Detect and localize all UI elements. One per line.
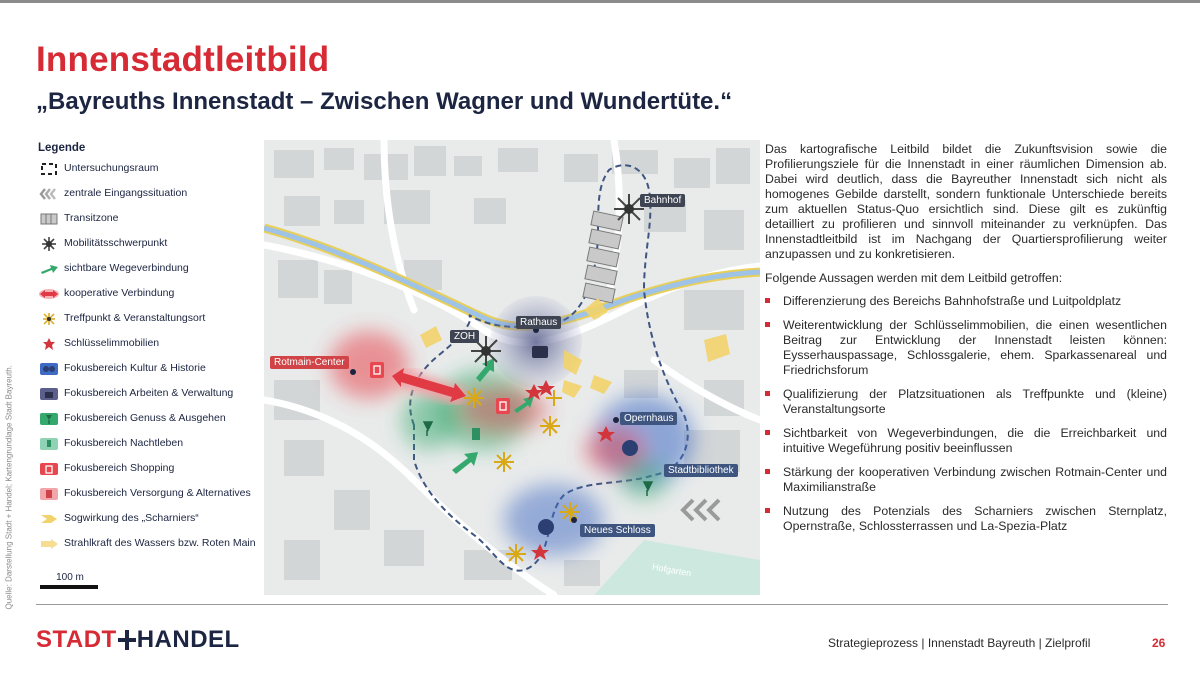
legend-title: Legende: [38, 142, 86, 154]
list-item: [765, 318, 1167, 378]
list-item: [765, 426, 1167, 456]
legend-label: Mobilitätsschwerpunkt: [64, 237, 168, 249]
list-item: [765, 294, 1167, 309]
bullet-text: Qualifizierung der Platzsituationen als Treffpunkte und (kleine) Veranstaltungsorte: [783, 387, 1167, 416]
legend-item: [38, 337, 263, 351]
legend-label: kooperative Verbindung: [64, 287, 175, 299]
dining-icon: [38, 412, 60, 426]
legend-item: [38, 212, 263, 226]
scale-bar-line: [40, 585, 98, 589]
legend-item: [38, 262, 263, 276]
red-double-arrow-icon: [38, 287, 60, 301]
legend-item: [38, 412, 263, 426]
scale-bar: [40, 572, 100, 589]
legend-label: Fokusbereich Shopping: [64, 462, 175, 474]
legend-label: sichtbare Wegeverbindung: [64, 262, 189, 274]
legend-item: [38, 362, 263, 376]
logo-text-right: HANDEL: [136, 626, 240, 653]
legend-item: [38, 537, 263, 551]
bullet-icon: [765, 469, 770, 474]
logo-cross-icon: [118, 630, 136, 650]
page-number: 26: [1152, 636, 1166, 650]
briefcase-icon: [38, 387, 60, 401]
briefcase-marker: [532, 346, 548, 358]
legend-label: Transitzone: [64, 212, 119, 224]
yellow-chevron-icon: [38, 512, 60, 526]
legend-item: [38, 387, 263, 401]
bullet-text: Sichtbarkeit von Wegeverbindungen, die die Erreichbarkeit und intuitive Wegeführung positiv beeinflussen: [783, 426, 1167, 455]
legend-label: Untersuchungsraum: [64, 162, 159, 174]
legend-item: [38, 187, 263, 201]
legend-item: [38, 512, 263, 526]
bullet-icon: [765, 322, 770, 327]
nightlife-icon: [38, 437, 60, 451]
dashed-boundary-icon: [38, 162, 60, 176]
legend-label: Fokusbereich Nachtleben: [64, 437, 184, 449]
bullet-text: Nutzung des Potenzials des Scharniers zwischen Sternplatz, Opernstraße, Schlossterrassen und La-Spezia-Platz: [783, 504, 1167, 533]
work-area: [490, 296, 582, 388]
list-item: [765, 504, 1167, 534]
legend-item: [38, 287, 263, 301]
legend-label: Fokusbereich Arbeiten & Verwaltung: [64, 387, 234, 399]
bullet-icon: [765, 298, 770, 303]
transit-zone-icon: [38, 212, 60, 226]
logo-text-left: STADT: [36, 626, 117, 653]
list-item: [765, 465, 1167, 495]
map-label-zoh: ZOH: [450, 330, 479, 343]
legend-item: [38, 162, 263, 176]
map-label-stadtbibliothek: Stadtbibliothek: [664, 464, 738, 477]
mobility-hub-icon: [38, 237, 60, 251]
shopping-bag-icon: [38, 462, 60, 476]
description: [765, 142, 1167, 543]
list-item: [765, 387, 1167, 417]
map-label-hofgarten: Hofgarten: [651, 561, 693, 579]
legend-label: Sogwirkung des „Scharniers“: [64, 512, 199, 524]
legend-label: Fokusbereich Versorgung & Alternatives: [64, 487, 251, 499]
green-arrow-icon: [38, 262, 60, 276]
map-label-neues-schloss: Neues Schloss: [580, 524, 655, 537]
chevrons-icon: [38, 187, 60, 201]
firework-icon: [38, 312, 60, 326]
footer-breadcrumb: Strategieprozess | Innenstadt Bayreuth | Zielprofil: [828, 636, 1091, 650]
map-label-rotmain-center: Rotmain-Center: [270, 356, 349, 369]
legend-label: zentrale Eingangssituation: [64, 187, 188, 199]
map-label-rathaus: Rathaus: [516, 316, 561, 329]
legend-item: [38, 312, 263, 326]
key-building-icon: [38, 337, 60, 351]
nightlife-markers: [472, 428, 480, 440]
top-rule: [0, 0, 1200, 3]
legend-label: Fokusbereich Genuss & Ausgehen: [64, 412, 226, 424]
culture-masks-icon: [38, 362, 60, 376]
bullet-icon: [765, 430, 770, 435]
legend-label: Schlüsselimmobilien: [64, 337, 160, 349]
intro-paragraph: Das kartografische Leitbild bildet die Zukunftsvision sowie die Profilierungsziele für die Innenstadt in einer räumlichen Dimension ab. Dabei wird deutlich, dass die Bayreuther Innenstadt sich nicht als homogenes Gebilde darstellt, sondern funktionale Unterschiede bereits zum aktuellen Status-Quo ersichtlich sind. Diese gilt es zukünftig detailliert zu profilieren und sinnvoll miteinander zu verknüpfen. Das Innenstadtleitbild ist im Nachgang der Quartiersprofilierung weiter anzupassen und zu konkretisieren.: [765, 142, 1167, 261]
source-note: Quelle: Darstellung Stadt + Handel; Kartengrundlage Stadt Bayreuth.: [4, 365, 14, 610]
footer-rule: [36, 604, 1168, 605]
map-label-opernhaus: Opernhaus: [620, 412, 677, 425]
bullet-text: Stärkung der kooperativen Verbindung zwischen Rotmain-Center und Maximilianstraße: [783, 465, 1167, 494]
statements-list: [765, 294, 1167, 534]
bullet-text: Differenzierung des Bereichs Bahnhofstraße und Luitpoldplatz: [783, 294, 1122, 308]
legend-item: [38, 237, 263, 251]
stadt-handel-logo: [36, 626, 240, 654]
legend: [38, 142, 263, 562]
legend-item: [38, 487, 263, 501]
map: [264, 140, 760, 595]
supply-icon: [38, 487, 60, 501]
water-radiance-icon: [38, 537, 60, 551]
bullet-icon: [765, 391, 770, 396]
scale-label: 100 m: [56, 572, 84, 583]
legend-label: Treffpunkt & Veranstaltungsort: [64, 312, 206, 324]
page-title: Innenstadtleitbild: [36, 40, 330, 79]
bullet-icon: [765, 508, 770, 513]
page-subtitle: „Bayreuths Innenstadt – Zwischen Wagner und Wundertüte.“: [36, 88, 733, 115]
legend-item: [38, 437, 263, 451]
map-label-bahnhof: Bahnhof: [640, 194, 685, 207]
statements-title: Folgende Aussagen werden mit dem Leitbild getroffen:: [765, 271, 1063, 285]
legend-label: Strahlkraft des Wassers bzw. Roten Main: [64, 537, 256, 549]
legend-label: Fokusbereich Kultur & Historie: [64, 362, 206, 374]
bullet-text: Weiterentwicklung der Schlüsselimmobilien, die einen wesentlichen Beitrag zur Entwicklung der Innenstadt leisten können: Eysserhauspassage, Schlossgalerie, ehem. Sparkassenareal und Friedrichsforum: [783, 318, 1167, 377]
legend-item: [38, 462, 263, 476]
